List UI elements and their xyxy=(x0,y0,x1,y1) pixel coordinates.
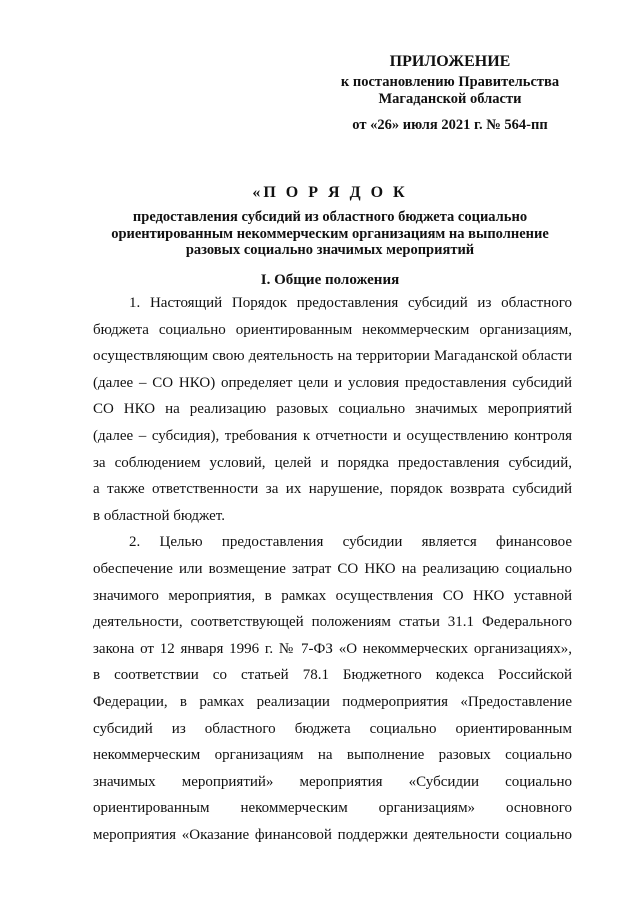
text-line: СО НКО на реализацию разовых социально значимых мероприятий xyxy=(93,401,572,418)
document-body xyxy=(93,290,572,848)
section-heading: I. Общие положения xyxy=(260,272,400,288)
appendix-line-2: Магаданской области xyxy=(378,91,522,107)
paragraph-1 xyxy=(93,290,572,529)
text-line: значимого мероприятия, в рамках осуществления СО НКО уставной xyxy=(93,587,572,604)
text-line: Федерации, в рамках реализации подмероприятия «Предоставление xyxy=(93,693,572,710)
title-sub-line: предоставления субсидий из областного бюджета социально xyxy=(132,209,528,225)
text-line: обеспечение или возмещение затрат СО НКО на реализацию социально xyxy=(93,560,572,577)
text-line: (далее – субсидия), требования к отчетности и осуществлению контроля xyxy=(93,427,572,444)
text-line: ориентированным некоммерческим организациям» основного xyxy=(93,800,572,817)
text-line: (далее – СО НКО) определяет цели и условия предоставления субсидий xyxy=(93,374,572,391)
appendix-line-1: к постановлению Правительства xyxy=(340,74,560,90)
paragraph-2 xyxy=(93,529,572,848)
text-line: деятельности, соответствующей положениям статьи 31.1 Федерального xyxy=(93,614,572,631)
text-line: осуществляющим свою деятельность на территории Магаданской области xyxy=(93,348,572,365)
text-line: бюджета социально ориентированным некоммерческим организациям, xyxy=(93,321,572,338)
text-line: в областной бюджет. xyxy=(93,507,225,524)
text-line: закона от 12 января 1996 г. № 7-ФЗ «О некоммерческих организациях», xyxy=(93,640,572,657)
text-line: субсидий из областного бюджета социально ориентированным xyxy=(93,720,572,737)
text-line: 1. Настоящий Порядок предоставления субсидий из областного xyxy=(129,295,572,311)
text-line: некоммерческим организациям на выполнение разовых социально xyxy=(93,747,572,764)
title-main: «П О Р Я Д О К xyxy=(252,184,408,201)
text-line: 2. Целью предоставления субсидии является финансовое xyxy=(129,534,572,551)
text-line: а также ответственности за их нарушение, порядок возврата субсидий xyxy=(93,481,572,498)
text-line: мероприятия «Оказание финансовой поддержки деятельности социально xyxy=(93,826,572,843)
appendix-title: ПРИЛОЖЕНИЕ xyxy=(389,53,511,70)
title-sub-line: разовых социально значимых мероприятий xyxy=(185,242,475,258)
title-sub-line: ориентированным некоммерческим организациям на выполнение xyxy=(111,225,549,242)
text-line: за соблюдением условий, целей и порядка предоставления субсидий, xyxy=(93,454,572,471)
text-line: в соответствии со статьей 78.1 Бюджетного кодекса Российской xyxy=(93,667,572,684)
title-subtitle xyxy=(80,209,580,259)
text-line: значимых мероприятий» мероприятия «Субсидии социально xyxy=(93,773,572,790)
document-title xyxy=(80,182,580,259)
appendix-date-line: от «26» июля 2021 г. № 564-пп xyxy=(352,117,548,133)
appendix-block xyxy=(330,50,570,134)
